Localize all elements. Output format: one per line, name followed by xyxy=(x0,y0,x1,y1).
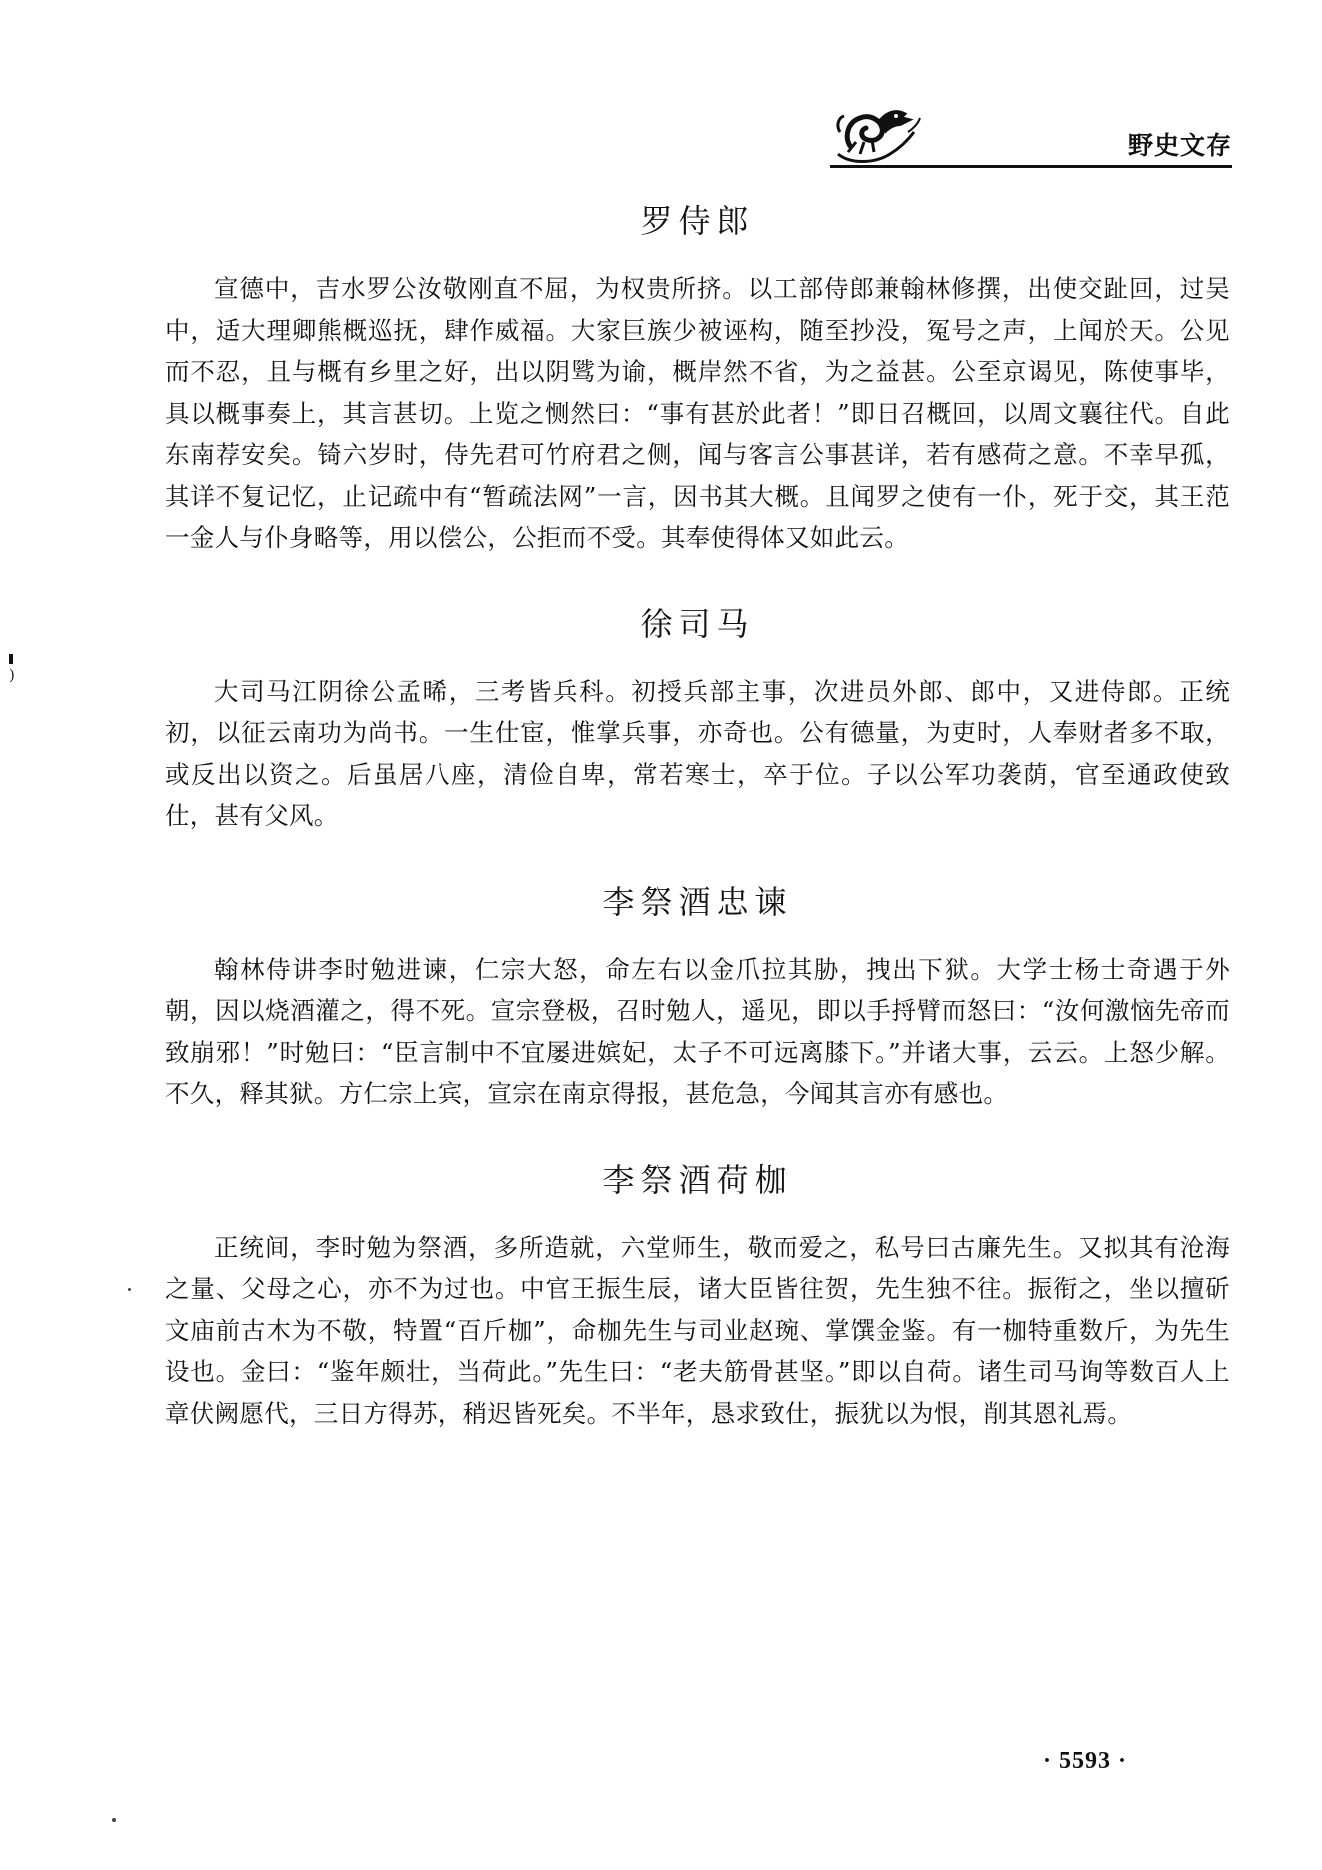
article-li-jijiu-hejia xyxy=(165,1159,1230,1435)
section-gap xyxy=(165,1115,1230,1159)
running-header xyxy=(830,96,1232,172)
page-number: · 5593 · xyxy=(1043,1748,1128,1774)
section-gap xyxy=(165,837,1230,881)
article-body: 宣德中，吉水罗公汝敬刚直不屈，为权贵所挤。以工部侍郎兼翰林修撰，出使交趾回，过吴中，适大理卿熊概巡抚，肆作威福。大家巨族少被诬构，随至抄没，冤号之声，上闻於天。公见而不忍，且与概有乡里之好，出以阴骘为谕，概岸然不省，为之益甚。公至京谒见，陈使事毕，具以概事奏上，其言甚切。上览之恻然曰：“事有甚於此者！”即日召概回，以周文襄往代。自此东南荐安矣。锜六岁时，侍先君可竹府君之侧，闻与客言公事甚详，若有感荷之意。不幸早孤，其详不复记忆，止记疏中有“暂疏法网”一言，因书其大概。且闻罗之使有一仆，死于交，其王范一金人与仆身略等，用以偿公，公拒而不受。其奉使得体又如此云。 xyxy=(165,274,1230,552)
main-text-column xyxy=(165,200,1230,1434)
book-series-title: 野史文存 xyxy=(1127,131,1232,160)
section-gap xyxy=(165,559,1230,603)
article-title: 罗侍郎 xyxy=(640,202,755,240)
margin-paren-mark: ) xyxy=(9,666,15,684)
article-title: 李祭酒忠谏 xyxy=(602,882,793,921)
scan-speck xyxy=(112,1818,116,1822)
article-li-jijiu-zhongjian xyxy=(165,881,1230,1115)
dragon-emblem-icon xyxy=(830,102,922,166)
article-body: 翰林侍讲李时勉进谏，仁宗大怒，命左右以金爪拉其胁，拽出下狱。大学士杨士奇遇于外朝，因以烧酒灌之，得不死。宣宗登极，召时勉人，遥见，即以手捋臂而怒曰：“汝何激恼先帝而致崩邪！”时勉曰：“臣言制中不宜屡进嫔妃，太子不可远离膝下。”并诸大事，云云。上怒少解。不久，释其狱。方仁宗上宾，宣宗在南京得报，甚危急，今闻其言亦有感也。 xyxy=(165,954,1230,1108)
article-xu-sima xyxy=(165,603,1230,837)
margin-bar-mark xyxy=(9,654,13,664)
article-luo-shilang xyxy=(165,200,1230,559)
article-title: 徐司马 xyxy=(640,604,755,643)
margin-binding-mark xyxy=(9,654,17,690)
article-title: 李祭酒荷枷 xyxy=(602,1160,793,1199)
scan-speck xyxy=(128,1288,131,1291)
article-body: 大司马江阴徐公孟晞，三考皆兵科。初授兵部主事，次进员外郎、郎中，又进侍郎。正统初，以征云南功为尚书。一生仕宦，惟掌兵事，亦奇也。公有德量，为吏时，人奉财者多不取，或反出以资之。后虽居八座，清俭自卑，常若寒士，卒于位。子以公军功袭荫，官至通政使致仕，甚有父风。 xyxy=(165,676,1230,830)
header-divider xyxy=(830,165,1232,168)
article-body: 正统间，李时勉为祭酒，多所造就，六堂师生，敬而爱之，私号曰古廉先生。又拟其有沧海之量、父母之心，亦不为过也。中官王振生辰，诸大臣皆往贺，先生独不往。振衔之，坐以擅斫文庙前古木为不敬，特置“百斤枷”，命枷先生与司业赵琬、掌馔金鉴。有一枷特重数斤，为先生设也。金曰：“鉴年颇壮，当荷此。”先生曰：“老夫筋骨甚坚。”即以自荷。诸生司马询等数百人上章伏阙愿代，三日方得苏，稍迟皆死矣。不半年，恳求致仕，振犹以为恨，削其恩礼焉。 xyxy=(165,1232,1230,1428)
